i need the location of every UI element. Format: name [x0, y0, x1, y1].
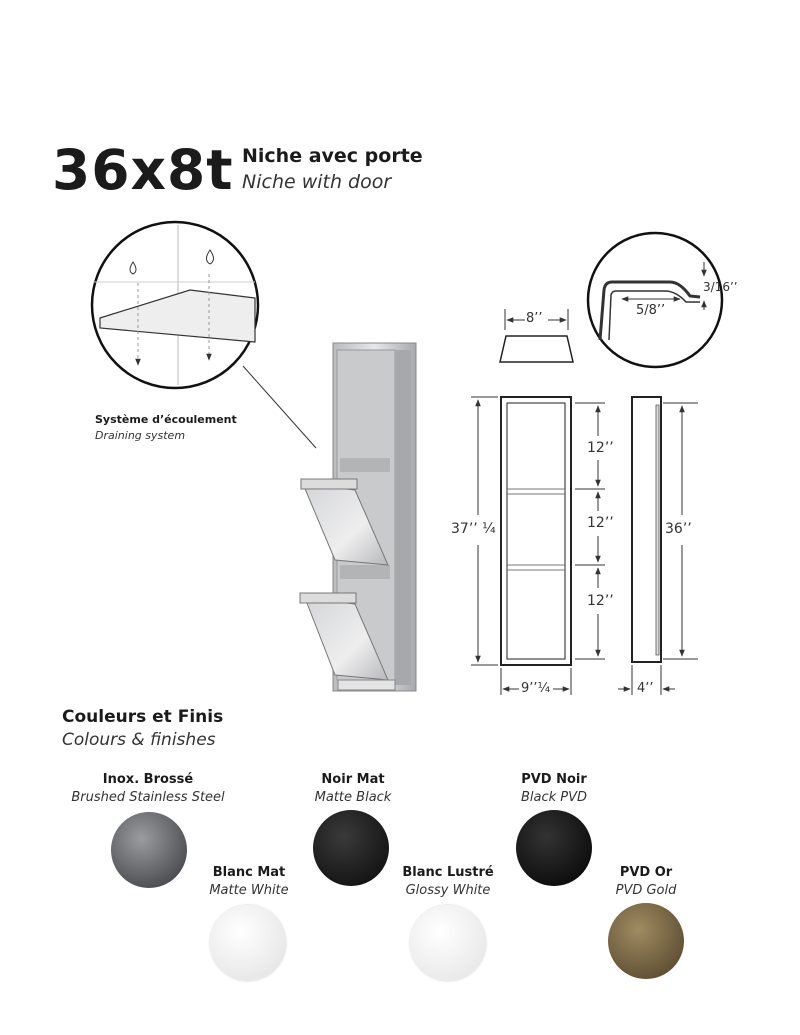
finish-name-fr: PVD Noir	[521, 772, 587, 787]
drain-label-en: Draining system	[95, 429, 186, 442]
finish-name-en: Glossy White	[405, 883, 491, 898]
finish-name-en: Matte Black	[314, 790, 392, 805]
finish-name-fr: Blanc Mat	[212, 865, 286, 880]
swatch-pvd-gold	[608, 903, 684, 979]
dim-side-depth: 4’’	[637, 681, 654, 696]
dim-outer-height: 37’’ ¼	[451, 521, 496, 537]
product-title-fr: Niche avec porte	[242, 145, 423, 167]
dim-section-1: 12’’	[587, 440, 614, 456]
finish-name-fr: Inox. Brossé	[102, 772, 194, 787]
finish-name-fr: Blanc Lustré	[402, 865, 494, 880]
finish-name-fr: Noir Mat	[321, 772, 385, 787]
finishes-title-en: Colours & finishes	[62, 730, 216, 750]
swatch-glossy-white	[410, 905, 486, 981]
finish-name-en: Brushed Stainless Steel	[71, 790, 225, 805]
finish-name-en: Matte White	[209, 883, 289, 898]
niche-product-photo	[300, 343, 416, 691]
finishes-title-fr: Couleurs et Finis	[62, 707, 224, 727]
dim-top-width: 8’’	[526, 311, 543, 326]
dim-edge-depth: 5/8’’	[636, 303, 666, 318]
dim-section-2: 12’’	[587, 515, 614, 531]
edge-profile-circle	[588, 233, 722, 367]
drain-detail-circle	[92, 222, 258, 388]
model-number: 36x8t	[52, 138, 234, 202]
product-title-en: Niche with door	[242, 171, 392, 193]
dim-inner-height: 36’’	[665, 521, 692, 537]
dim-front-width: 9’’¼	[521, 681, 551, 696]
dim-section-3: 12’’	[587, 593, 614, 609]
finish-name-en: PVD Gold	[615, 883, 677, 898]
drain-label-fr: Système d’écoulement	[95, 413, 237, 426]
side-view	[618, 397, 698, 695]
swatch-matte-white	[210, 905, 286, 981]
front-view	[471, 397, 605, 695]
finish-name-en: Black PVD	[520, 790, 588, 805]
leader-line	[243, 366, 316, 448]
finish-name-fr: PVD Or	[619, 865, 673, 880]
dim-edge-thickness: 3/16’’	[703, 280, 738, 294]
